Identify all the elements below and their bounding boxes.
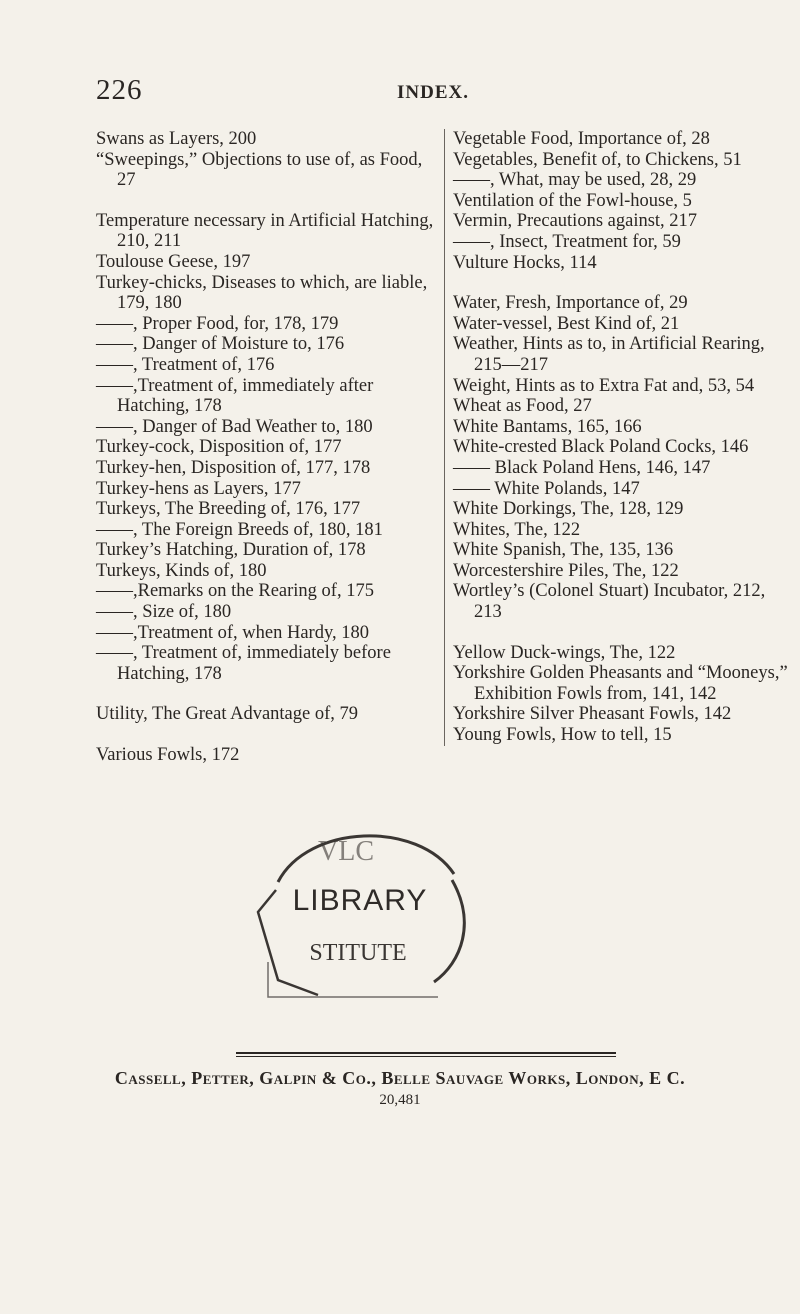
section-gap	[96, 684, 434, 704]
index-entry: Vermin, Precautions against, 217	[453, 211, 698, 232]
index-entry: Turkey-cock, Disposition of, 177	[96, 437, 342, 458]
index-entry: Toulouse Geese, 197	[96, 251, 251, 272]
index-entry: Wortley’s (Colonel Stuart) Incubator, 212, 213	[453, 581, 766, 623]
index-entry: Turkey’s Hatching, Duration of, 178	[96, 540, 366, 561]
stamp-center-text: LIBRARY	[292, 884, 428, 917]
section-gap	[96, 725, 434, 745]
index-entry: Wheat as Food, 27	[453, 396, 592, 417]
index-entry: Turkey-hens as Layers, 177	[96, 478, 301, 499]
index-entry: Water-vessel, Best Kind of, 21	[453, 313, 680, 334]
stamp-ring-top: VLC	[318, 836, 374, 867]
index-entry: Worcestershire Piles, The, 122	[453, 560, 679, 581]
index-column-right	[444, 129, 793, 746]
index-entry: ——,Remarks on the Rearing of, 175	[96, 581, 374, 602]
index-entry: Whites, The, 122	[453, 519, 581, 540]
index-entry: Swans as Layers, 200	[96, 129, 257, 149]
library-stamp	[238, 812, 488, 1007]
index-entry: White Bantams, 165, 166	[453, 416, 642, 437]
stamp-ring-bottom: STITUTE	[309, 940, 407, 966]
index-entry: Turkeys, Kinds of, 180	[96, 560, 267, 581]
index-entry: “Sweepings,” Objections to use of, as Food, 27	[96, 149, 423, 191]
index-entry: Weight, Hints as to Extra Fat and, 53, 54	[453, 375, 755, 396]
index-entry: White Dorkings, The, 128, 129	[453, 499, 684, 520]
index-entry: Ventilation of the Fowl-house, 5	[453, 190, 692, 211]
index-entry: ——, Insect, Treatment for, 59	[453, 231, 681, 252]
index-entry: ——, Danger of Moisture to, 176	[96, 334, 345, 355]
index-entry: Yorkshire Silver Pheasant Fowls, 142	[453, 704, 732, 725]
index-entry: ——, Size of, 180	[96, 602, 232, 623]
section-gap	[453, 623, 793, 643]
index-entry: Young Fowls, How to tell, 15	[453, 725, 672, 746]
index-entry: Utility, The Great Advantage of, 79	[96, 704, 359, 725]
index-entry: White Spanish, The, 135, 136	[453, 540, 674, 561]
index-entry: Yorkshire Golden Pheasants and “Mooneys,” Exhibition Fowls from, 141, 142	[453, 663, 788, 704]
section-gap	[96, 191, 434, 211]
publisher-line: Cassell, Petter, Galpin & Co., Belle Sauvage Works, London, E C.	[114, 1068, 686, 1088]
index-entry: Temperature necessary in Artificial Hatching, 210, 211	[96, 210, 434, 252]
index-entry: —— White Polands, 147	[453, 478, 640, 499]
footer-rule	[236, 1052, 616, 1054]
index-entry: Vulture Hocks, 114	[453, 252, 597, 273]
page-number: 226	[96, 74, 143, 106]
index-entry: Weather, Hints as to, in Artificial Rearing, 215—217	[453, 334, 765, 375]
index-entry: ——,Treatment of, when Hardy, 180	[96, 622, 370, 643]
index-entry: ——, Proper Food, for, 178, 179	[96, 313, 339, 334]
index-entry: Vegetables, Benefit of, to Chickens, 51	[453, 149, 742, 170]
index-entry: ——, The Foreign Breeds of, 180, 181	[96, 519, 383, 540]
index-entry: Turkeys, The Breeding of, 176, 177	[96, 499, 361, 520]
index-entry: White-crested Black Poland Cocks, 146	[453, 437, 749, 458]
index-entry: Turkey-hen, Disposition of, 177, 178	[96, 457, 371, 478]
index-column-left	[96, 129, 434, 766]
running-head: INDEX.	[397, 82, 469, 103]
index-entry: Yellow Duck-wings, The, 122	[453, 642, 676, 663]
index-entry: ——, Danger of Bad Weather to, 180	[96, 416, 373, 437]
index-entry: Various Fowls, 172	[96, 745, 240, 766]
index-entry: ——, Treatment of, immediately before Hatching, 178	[96, 643, 391, 684]
section-gap	[453, 273, 793, 293]
index-entry: ——, What, may be used, 28, 29	[453, 170, 697, 191]
page-header	[0, 74, 800, 114]
index-entry: Turkey-chicks, Diseases to which, are liable, 179, 180	[96, 272, 428, 314]
print-code: 20,481	[379, 1092, 421, 1108]
index-entry: Vegetable Food, Importance of, 28	[453, 129, 710, 149]
footer-rule-thin	[236, 1056, 616, 1057]
index-entry: ——,Treatment of, immediately after Hatching, 178	[96, 375, 374, 417]
index-entry: ——, Treatment of, 176	[96, 354, 275, 375]
index-entry: Water, Fresh, Importance of, 29	[453, 293, 688, 314]
index-entry: —— Black Poland Hens, 146, 147	[453, 457, 711, 478]
